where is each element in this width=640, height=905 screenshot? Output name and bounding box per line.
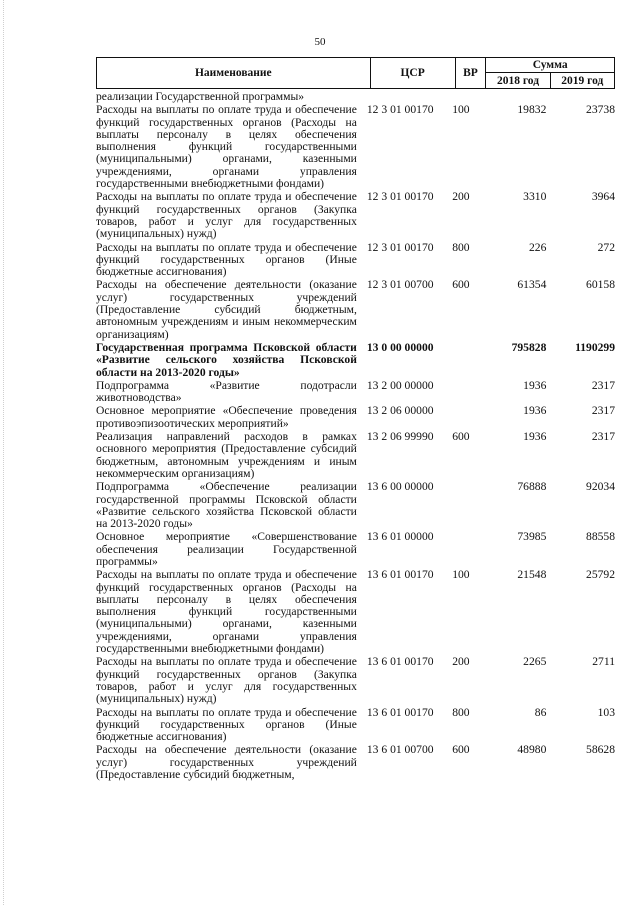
row-2019: 23738 <box>586 103 616 117</box>
page-number: 50 <box>314 36 326 48</box>
row-name: Расходы на выплаты по оплате труда и обеспечение функций государственных органов (Расходы на выплаты персоналу в целях обеспечения выполнения функций государственными (муниципальными) органами, казенными учреждениями, органами управления государственными внебюджетными фондами) <box>96 568 357 656</box>
row-2019: 88558 <box>586 530 616 544</box>
row-2019: 1190299 <box>575 340 616 354</box>
row-name: Расходы на обеспечение деятельности (оказание услуг) государственных учреждений (Предоставление субсидий бюджетным, автономным учреждениям и иным некоммерческим организациям) <box>96 278 357 341</box>
row-2018: 73985 <box>517 530 547 544</box>
table-row <box>96 242 615 279</box>
row-vr: 200 <box>452 655 470 669</box>
row-vr: 600 <box>452 430 470 444</box>
table-header <box>96 57 615 89</box>
row-2019: 272 <box>597 240 616 254</box>
row-2019: 58628 <box>586 743 616 757</box>
row-name: Расходы на выплаты по оплате труда и обеспечение функций государственных органов (Расходы на выплаты персоналу в целях обеспечения выполнения функций государственными (муниципальными) органами, казенными учреждениями, органами управления государственными внебюджетными фондами) <box>96 103 357 191</box>
row-name: Основное мероприятие «Совершенствование обеспечения реализации Государственной программы» <box>96 530 357 568</box>
row-vr: 600 <box>452 743 470 757</box>
table-row <box>96 405 615 430</box>
row-2019: 25792 <box>586 568 616 582</box>
row-csr: 13 0 00 00000 <box>366 340 434 354</box>
table-row <box>96 380 615 405</box>
header-name: Наименование <box>97 58 371 89</box>
row-2019: 3964 <box>591 190 616 204</box>
row-2018: 3310 <box>523 190 547 204</box>
row-csr: 13 6 01 00000 <box>366 530 434 544</box>
row-2018: 2265 <box>523 655 547 669</box>
row-vr: 600 <box>452 278 470 292</box>
row-name: Расходы на выплаты по оплате труда и обеспечение функций государственных органов (Иные бюджетные ассигнования) <box>96 240 357 279</box>
row-2018: 1936 <box>523 430 547 444</box>
row-2018: 48980 <box>517 743 547 757</box>
table-row <box>96 342 615 379</box>
row-name: Реализация направлений расходов в рамках основного мероприятия (Предоставление субсидий бюджетным, автономным учреждениям и иным некоммерческим организациям) <box>96 430 357 480</box>
row-name: Расходы на выплаты по оплате труда и обеспечение функций государственных органов (Закупка товаров, работ и услуг для государственных (муниципальных) нужд) <box>96 190 357 241</box>
row-csr: 12 3 01 00170 <box>366 240 434 254</box>
row-2019: 2317 <box>591 430 616 444</box>
header-csr: ЦСР <box>370 58 455 89</box>
row-2019: 2317 <box>591 404 616 418</box>
row-csr: 12 3 01 00700 <box>366 278 434 292</box>
row-vr: 800 <box>452 240 470 254</box>
row-2019: 2711 <box>592 655 616 669</box>
row-csr: 13 6 01 00170 <box>366 568 434 582</box>
header-year-2019: 2019 год <box>550 73 614 89</box>
header-sum: Сумма <box>486 58 615 73</box>
table-row <box>96 91 615 103</box>
row-2018: 1936 <box>523 404 547 418</box>
row-name: Расходы на выплаты по оплате труда и обеспечение функций государственных органов (Закупка товаров, работ и услуг для государственных (муниципальных) нужд) <box>96 655 357 706</box>
row-csr: 13 2 06 00000 <box>366 404 434 418</box>
row-2019: 60158 <box>586 278 616 292</box>
row-2018: 1936 <box>523 378 547 392</box>
table-row <box>96 104 615 190</box>
row-csr: 13 6 00 00000 <box>366 480 434 494</box>
table-row <box>96 431 615 480</box>
row-vr: 100 <box>452 103 470 117</box>
row-2018: 76888 <box>517 480 547 494</box>
row-2018: 795828 <box>511 340 547 354</box>
table-row <box>96 191 615 240</box>
row-csr: 12 3 01 00170 <box>366 103 434 117</box>
row-2018: 86 <box>534 705 547 719</box>
table-row <box>96 279 615 340</box>
row-csr: 13 6 01 00170 <box>366 655 434 669</box>
row-csr: 12 3 01 00170 <box>366 190 434 204</box>
row-name: Подпрограмма «Обеспечение реализации государственной программы Псковской области «Развитие сельского хозяйства Псковской области на 2013-2020 годы» <box>96 480 357 531</box>
header-year-2018: 2018 год <box>486 73 550 89</box>
row-2019: 2317 <box>591 378 616 392</box>
table-body <box>96 91 615 782</box>
table-row <box>96 656 615 705</box>
row-vr: 200 <box>452 190 470 204</box>
row-name: Расходы на выплаты по оплате труда и обеспечение функций государственных органов (Иные бюджетные ассигнования) <box>96 705 357 744</box>
row-2018: 61354 <box>517 278 547 292</box>
row-name: Государственная программа Псковской области «Развитие сельского хозяйства Псковской области на 2013-2020 годы» <box>96 340 357 379</box>
row-vr: 800 <box>452 705 470 719</box>
row-2018: 21548 <box>517 568 547 582</box>
table-row <box>96 531 615 568</box>
row-2019: 103 <box>597 705 616 719</box>
row-2019: 92034 <box>586 480 616 494</box>
table-row <box>96 569 615 655</box>
row-name: Расходы на обеспечение деятельности (оказание услуг) государственных учреждений (Предоставление субсидий бюджетным, <box>96 743 357 782</box>
row-name: реализации Государственной программы» <box>96 90 305 103</box>
row-2018: 19832 <box>517 103 547 117</box>
row-name: Подпрограмма «Развитие подотрасли животноводства» <box>96 378 357 405</box>
scan-edge-line <box>3 0 4 905</box>
row-csr: 13 2 06 99990 <box>366 430 434 444</box>
row-csr: 13 2 00 00000 <box>366 378 434 392</box>
row-csr: 13 6 01 00170 <box>366 705 434 719</box>
row-name: Основное мероприятие «Обеспечение проведения противоэпизоотических мероприятий» <box>96 404 357 430</box>
header-vr: ВР <box>455 58 486 89</box>
table-row <box>96 707 615 744</box>
row-vr: 100 <box>452 568 470 582</box>
table-row <box>96 744 615 781</box>
row-2018: 226 <box>528 240 547 254</box>
row-csr: 13 6 01 00700 <box>366 743 434 757</box>
table-row <box>96 481 615 530</box>
